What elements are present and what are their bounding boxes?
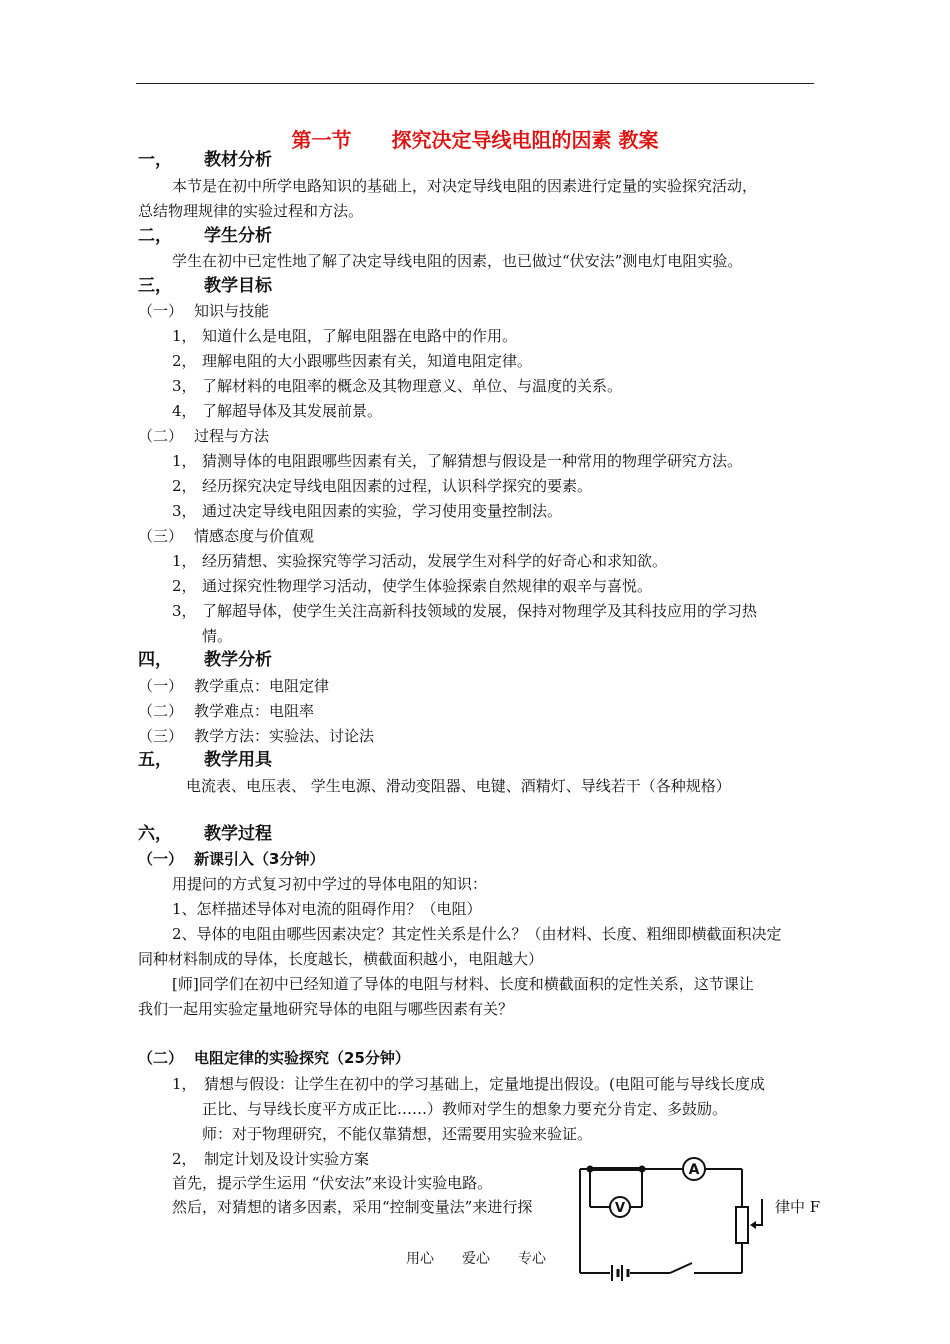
junction-dot — [639, 1166, 646, 1173]
switch-symbol — [670, 1263, 692, 1273]
subsection-tag: （二） — [138, 427, 184, 445]
circuit-diagram — [570, 1155, 790, 1290]
subsection-title: 知识与技能 — [194, 302, 270, 320]
section-number: 三， — [138, 276, 172, 296]
subsection-tag: （一） — [138, 850, 184, 868]
voltmeter-label: V — [614, 1201, 626, 1216]
item-text: 理解电阻的大小跟哪些因素有关，知道电阻定律。 — [202, 352, 533, 370]
rheostat-symbol — [736, 1207, 748, 1243]
list-item — [172, 551, 667, 571]
paragraph-line: [师]同学们在初中已经知道了导体的电阻与材料、长度和横截面积的定性关系，这节课让 — [172, 975, 754, 993]
section-heading-3 — [138, 276, 272, 296]
list-item — [172, 376, 622, 396]
item-text: 了解材料的电阻率的概念及其物理意义、单位、与温度的关系。 — [202, 377, 623, 395]
paragraph-line: 电流表、电压表、 学生电源、滑动变阻器、电键、酒精灯、导线若干（各种规格） — [186, 777, 731, 795]
paragraph-line: 1， 猜想与假设：让学生在初中的学习基础上，定量地提出假设。(电阻可能与导线长度成 — [172, 1075, 765, 1093]
paragraph-line: 用提问的方式复习初中学过的导体电阻的知识： — [172, 875, 488, 893]
paragraph-line: 2、导体的电阻由哪些因素决定？其定性关系是什么？（由材料、长度、粗细即横截面积决定 — [172, 925, 782, 943]
item-text: 经历探究决定导线电阻因素的过程，认识科学探究的要素。 — [202, 477, 593, 495]
item-number: 2， — [172, 352, 197, 370]
item-text: 教学难点：电阻率 — [194, 702, 315, 720]
subsection-heading — [138, 849, 324, 869]
list-item-continuation: 情。 — [202, 627, 233, 645]
item-number: 4， — [172, 402, 197, 420]
item-number: 1， — [172, 452, 197, 470]
subsection-title: 电阻定律的实验探究（25分钟） — [194, 1049, 410, 1067]
item-tag: （一） — [138, 677, 184, 695]
item-tag: （二） — [138, 702, 184, 720]
item-tag: （三） — [138, 727, 184, 745]
section-number: 四， — [138, 650, 172, 670]
paragraph-line: 总结物理规律的实验过程和方法。 — [138, 202, 364, 220]
list-item — [172, 451, 742, 471]
section-title: 教学分析 — [204, 650, 272, 670]
list-item — [138, 676, 329, 696]
subsection-tag: （一） — [138, 302, 184, 320]
battery-symbol — [612, 1265, 628, 1281]
paragraph-line: 师：对于物理研究，不能仅靠猜想，还需要用实验来验证。 — [202, 1125, 593, 1143]
rheostat-slider — [752, 1199, 762, 1225]
item-text: 猜测导体的电阻跟哪些因素有关，了解猜想与假设是一种常用的物理学研究方法。 — [202, 452, 743, 470]
item-number: 2， — [172, 477, 197, 495]
junction-dot — [587, 1166, 594, 1173]
section-title: 教材分析 — [204, 150, 272, 170]
item-text: 了解超导体，使学生关注高新科技领域的发展，保持对物理学及其科技应用的学习热 — [202, 602, 758, 620]
page-footer: 用心 爱心 专心 — [406, 1251, 546, 1267]
list-item — [138, 701, 314, 721]
page-title: 第一节 探究决定导线电阻的因素 教案 — [291, 128, 659, 152]
overflow-text-fragment: 律中 F — [775, 1198, 821, 1216]
item-number: 1， — [172, 552, 197, 570]
paragraph-line: 首先，提示学生运用 “伏安法”来设计实验电路。 — [172, 1174, 493, 1192]
section-title: 学生分析 — [204, 226, 272, 246]
paragraph-line: 本节是在初中所学电路知识的基础上，对决定导线电阻的因素进行定量的实验探究活动， — [172, 177, 758, 195]
section-number: 一， — [138, 150, 172, 170]
subsection-title: 过程与方法 — [194, 427, 270, 445]
paragraph-line: 学生在初中已定性地了解了决定导线电阻的因素，也已做过“伏安法”测电灯电阻实验。 — [172, 252, 743, 270]
paragraph-line: 我们一起用实验定量地研究导体的电阻与哪些因素有关？ — [138, 1000, 514, 1018]
subsection-tag: （三） — [138, 527, 184, 545]
subsection-title: 新课引入（3分钟） — [194, 850, 325, 868]
section-number: 二， — [138, 226, 172, 246]
subsection-heading — [138, 1048, 410, 1068]
item-number: 3， — [172, 377, 197, 395]
subsection-heading — [138, 301, 269, 321]
paragraph-line: 1、怎样描述导体对电流的阻碍作用？（电阻） — [172, 900, 482, 918]
subsection-tag: （二） — [138, 1049, 184, 1067]
item-text: 教学方法：实验法、讨论法 — [194, 727, 375, 745]
list-item — [172, 401, 382, 421]
list-item — [172, 476, 592, 496]
paragraph-line: 同种材料制成的导体，长度越长，横截面积越小，电阻越大） — [138, 950, 544, 968]
list-item — [172, 601, 757, 621]
item-text: 了解超导体及其发展前景。 — [202, 402, 383, 420]
item-text: 知道什么是电阻，了解电阻器在电路中的作用。 — [202, 327, 518, 345]
section-heading-2 — [138, 226, 272, 246]
section-title: 教学目标 — [204, 276, 272, 296]
item-number: 3， — [172, 602, 197, 620]
ammeter-label: A — [688, 1162, 700, 1178]
paragraph-line: 正比、与导线长度平方成正比……）教师对学生的想象力要充分肯定、多鼓励。 — [202, 1100, 728, 1118]
header-rule — [136, 83, 814, 84]
item-text: 经历猜想、实验探究等学习活动，发展学生对科学的好奇心和求知欲。 — [202, 552, 668, 570]
list-item — [138, 726, 374, 746]
section-heading-6 — [138, 824, 272, 844]
subsection-title: 情感态度与价值观 — [194, 527, 315, 545]
slider-arrowhead — [750, 1221, 756, 1229]
subsection-heading — [138, 526, 314, 546]
item-text: 通过决定导线电阻因素的实验，学习使用变量控制法。 — [202, 502, 563, 520]
item-number: 2， — [172, 577, 197, 595]
item-text: 教学重点：电阻定律 — [194, 677, 330, 695]
list-item — [172, 576, 652, 596]
section-number: 六， — [138, 824, 172, 844]
section-heading-1 — [138, 150, 272, 170]
paragraph-line: 2， 制定计划及设计实验方案 — [172, 1150, 370, 1168]
section-heading-5 — [138, 750, 272, 770]
item-number: 1， — [172, 327, 197, 345]
section-title: 教学用具 — [204, 750, 272, 770]
paragraph-line: 然后，对猜想的诸多因素，采用“控制变量法”来进行探 — [172, 1198, 533, 1216]
section-title: 教学过程 — [204, 824, 272, 844]
list-item — [172, 326, 517, 346]
section-number: 五， — [138, 750, 172, 770]
list-item — [172, 501, 562, 521]
item-text: 通过探究性物理学习活动，使学生体验探索自然规律的艰辛与喜悦。 — [202, 577, 653, 595]
subsection-heading — [138, 426, 269, 446]
list-item — [172, 351, 532, 371]
section-heading-4 — [138, 650, 272, 670]
item-number: 3， — [172, 502, 197, 520]
